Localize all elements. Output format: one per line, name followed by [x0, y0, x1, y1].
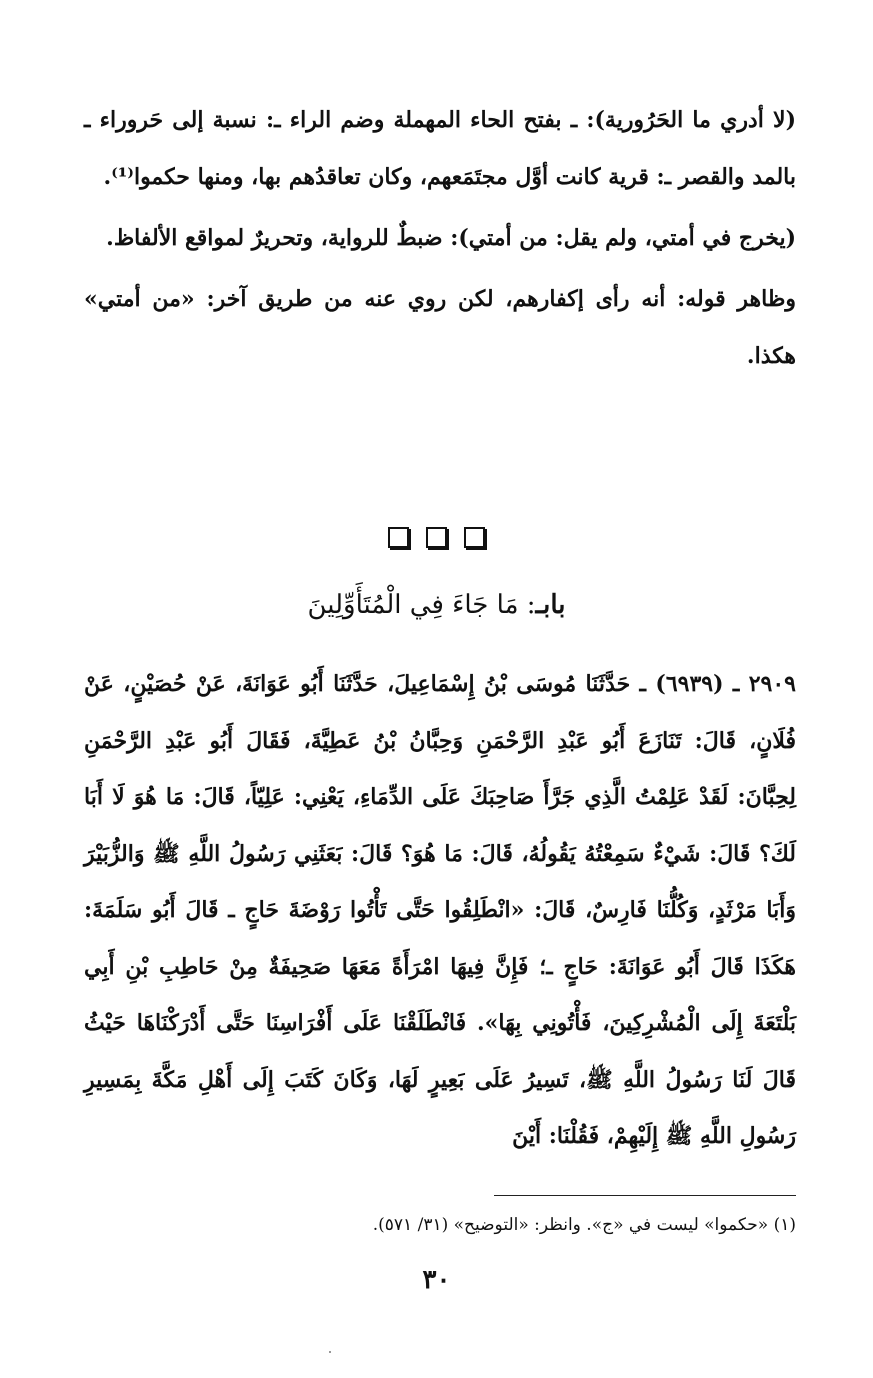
hadith-text: ٢٩٠٩ ـ (٦٩٣٩) ـ حَدَّثَنَا مُوسَى بْنُ إِسْمَاعِيلَ، حَدَّثَنَا أَبُو عَوَانَةَ، عَنْ حُصَيْنٍ، عَنْ فُلَانٍ، قَالَ: تَنَازَعَ أَبُو عَبْدِ الرَّحْمَنِ وَحِبَّانُ بْنُ عَطِيَّةَ، فَقَالَ أَبُو عَبْدِ الرَّحْمَنِ لِحِبَّانَ: لَقَدْ عَلِمْتُ الَّذِي جَرَّأَ صَاحِبَكَ عَلَى الدِّمَاءِ، يَعْنِي: عَلِيّاً، قَالَ: مَا هُوَ لَا أَبَا لَكَ؟ قَالَ: شَيْءٌ سَمِعْتُهُ يَقُولُهُ، قَالَ: مَا هُوَ؟ قَالَ: بَعَثَنِي رَسُولُ اللَّهِ ﷺ وَالزُّبَيْرَ وَأَبَا مَرْثَدٍ، وَكُلُّنَا فَارِسٌ، قَالَ: «انْطَلِقُوا حَتَّى تَأْتُوا رَوْضَةَ حَاجٍ ـ قَالَ أَبُو سَلَمَةَ: هَكَذَا قَالَ أَبُو عَوَانَةَ: حَاجٍ ـ؛ فَإِنَّ فِيهَا امْرَأَةً مَعَهَا صَحِيفَةٌ مِنْ حَاطِبِ بْنِ أَبِي بَلْتَعَةَ إِلَى الْمُشْرِكِينَ، فَأْتُونِي بِهَا». فَانْطَلَقْنَا عَلَى أَفْرَاسِنَا حَتَّى أَدْرَكْنَاهَا حَيْثُ قَالَ لَنَا رَسُولُ اللَّهِ ﷺ، تَسِيرُ عَلَى بَعِيرٍ لَهَا، وَكَانَ كَتَبَ إِلَى أَهْلِ مَكَّةَ بِمَسِيرِ رَسُولِ اللَّهِ ﷺ إِلَيْهِمْ، فَقُلْنَا: أَيْنَ [84, 671, 796, 1149]
commentary-paragraph-ummati: (يخرج في أمتي، ولم يقل: من أمتي): ضبطٌ للرواية، وتحريرٌ لمواقع الألفاظ. [106, 225, 796, 251]
square-ornament-icon [426, 527, 447, 548]
square-ornament-icon [388, 527, 409, 548]
chapter-bab-word: بابـ [535, 590, 566, 620]
section-divider-ornament [0, 527, 873, 552]
commentary-paragraph-zahir: وظاهر قوله: أنه رأى إكفارهم، لكن روي عنه من طريق آخر: «من أمتي» هكذا. [84, 286, 796, 369]
commentary-paragraph-haruriya: (لا أدري ما الحَرُورية): ـ بفتح الحاء المهملة وضم الراء ـ: نسبة إلى حَروراء ـ بالمد والقصر ـ: قرية كانت أوَّل مجتَمَعهم، وكان تعاقدُهم بها، ومنها حكموا⁽¹⁾. [84, 107, 796, 190]
chapter-title: : مَا جَاءَ فِي الْمُتَأَوِّلِينَ [307, 590, 536, 620]
commentary-block [84, 92, 796, 385]
scan-speck [329, 1351, 331, 1353]
page-number: ٣٠ [422, 1265, 451, 1295]
chapter-heading [0, 580, 873, 630]
footnote-1: (١) «حكموا» ليست في «ج». وانظر: «التوضيح» (٣١/ ٥٧١). [372, 1215, 796, 1235]
square-ornament-icon [464, 527, 485, 548]
footnote-separator [494, 1195, 796, 1196]
